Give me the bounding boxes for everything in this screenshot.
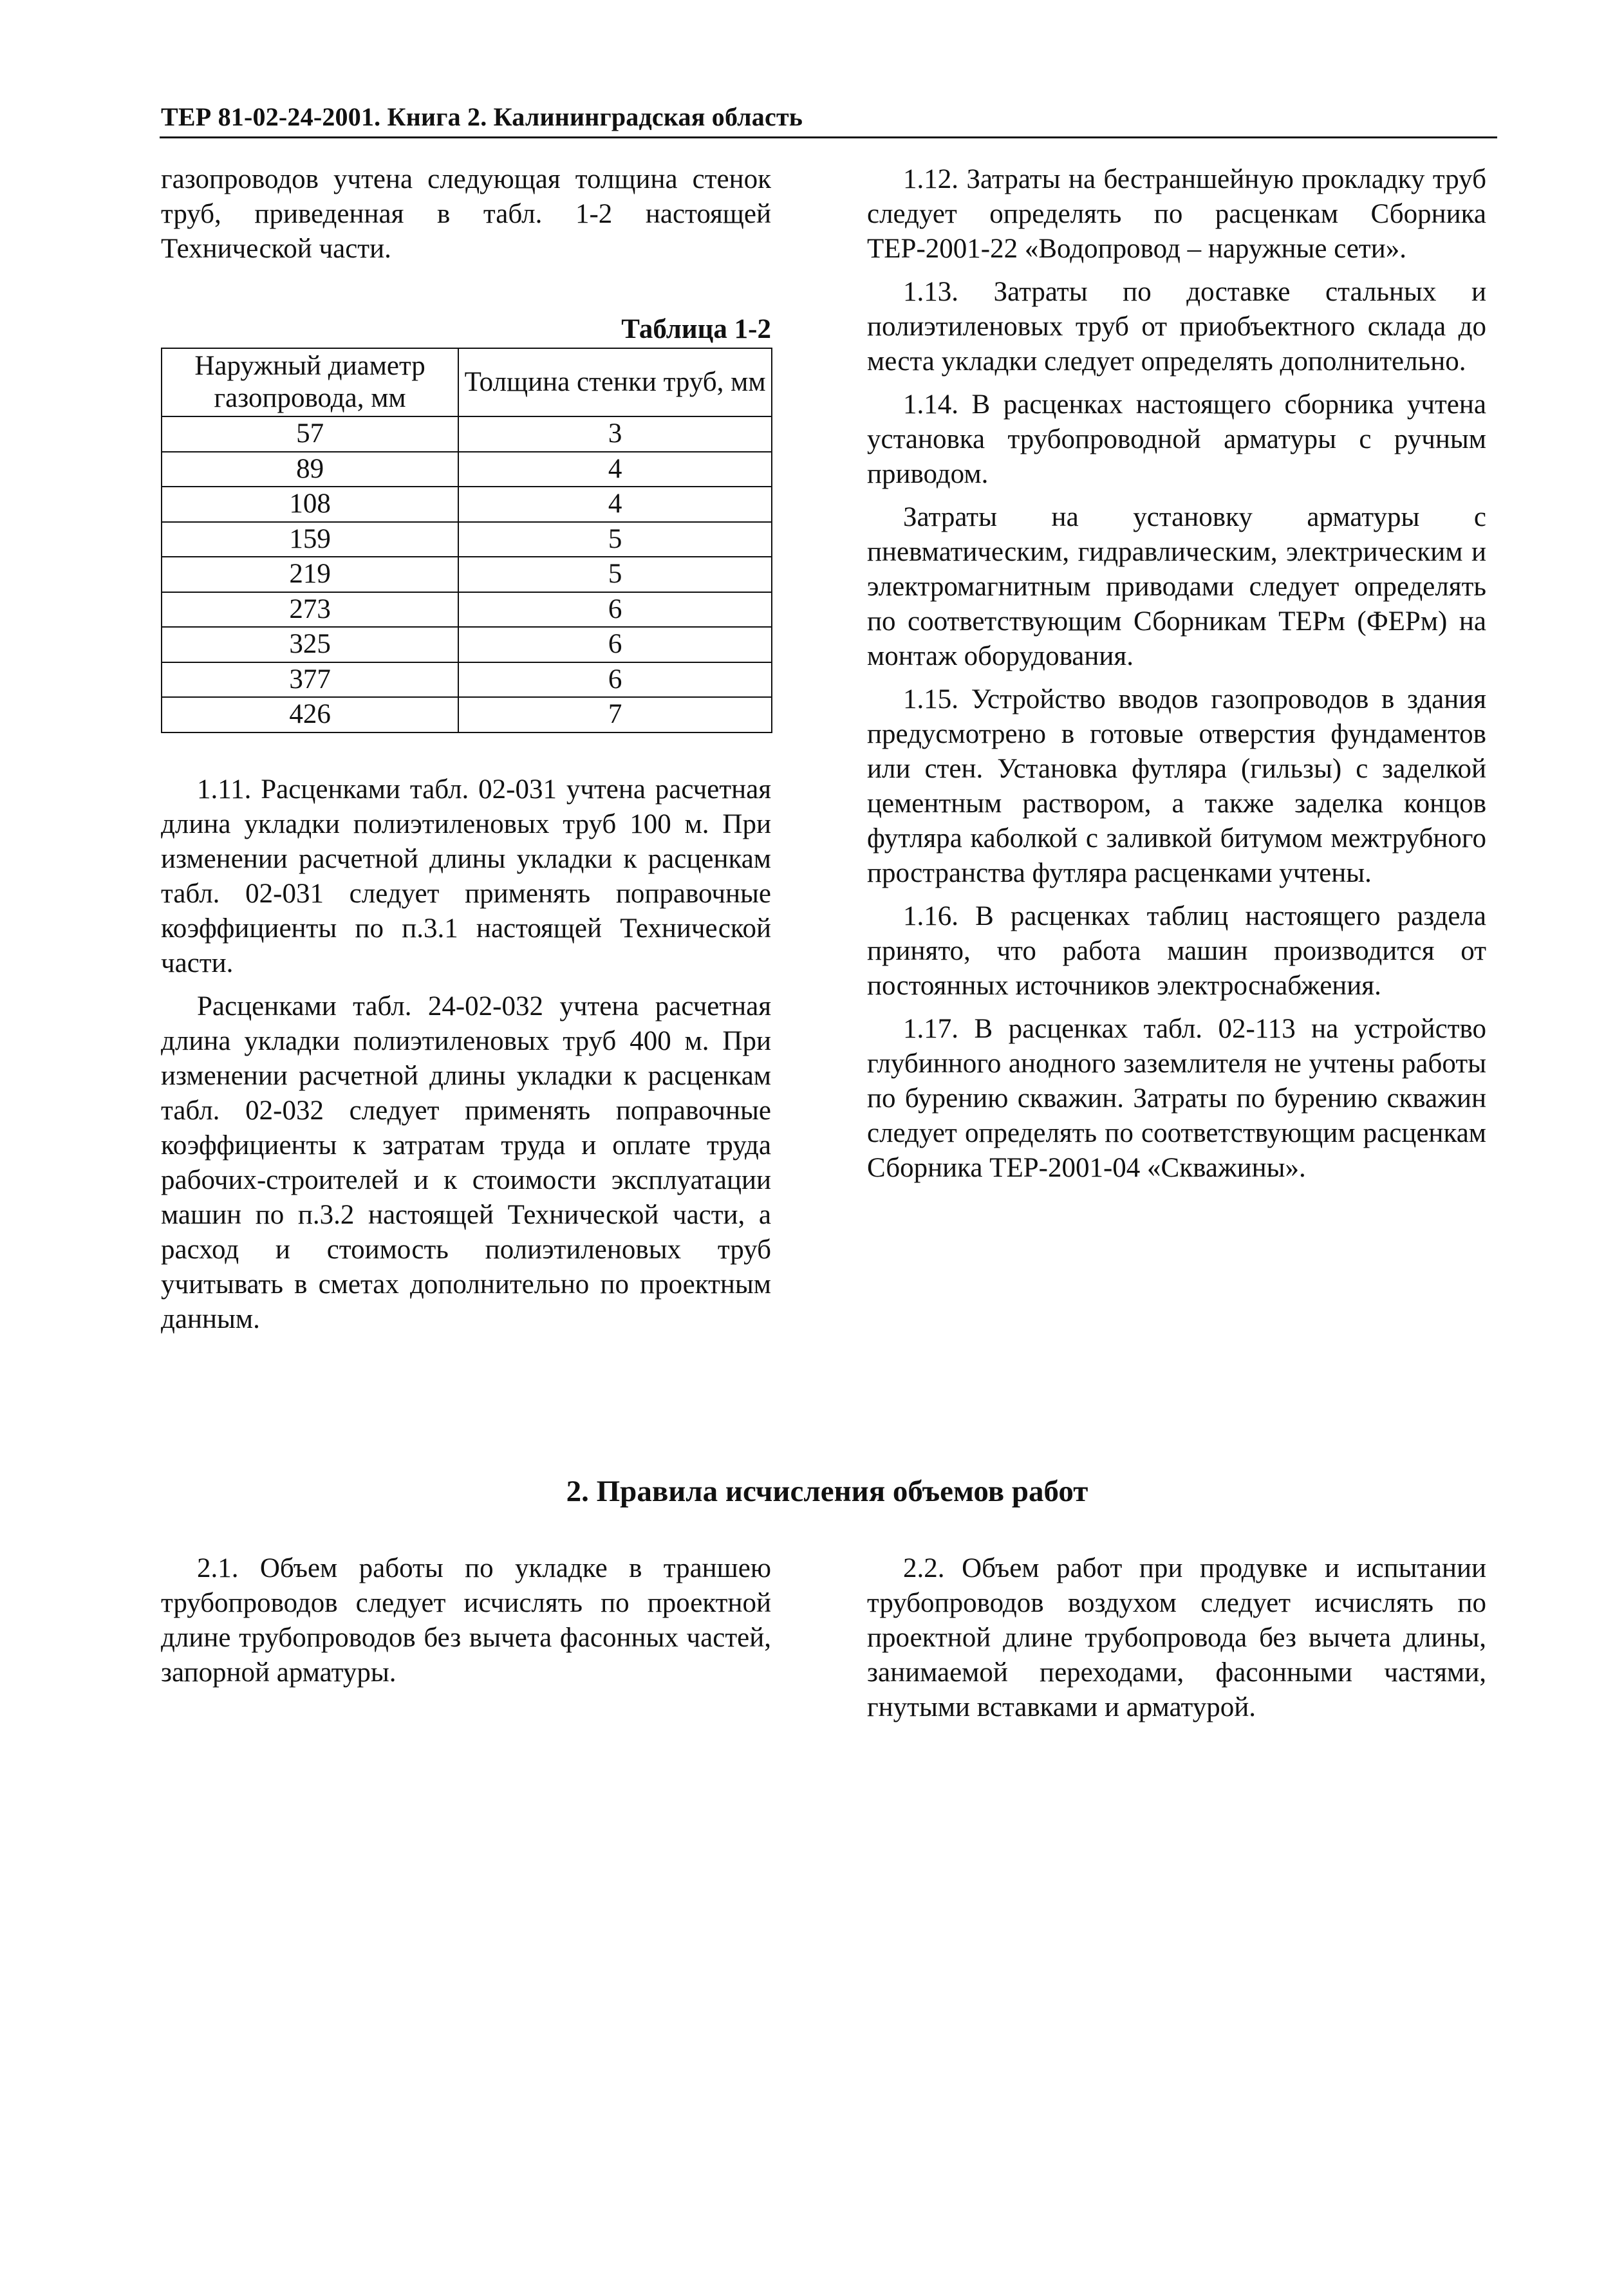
table-row xyxy=(162,452,772,487)
cell-thickness: 6 xyxy=(458,592,772,628)
intro-paragraph: газопроводов учтена следующая толщина стенок труб, приведенная в табл. 1-2 настоящей Технической части. xyxy=(161,164,771,264)
running-header: ТЕР 81-02-24-2001. Книга 2. Калининградская область xyxy=(161,102,803,131)
cell-thickness: 5 xyxy=(458,522,772,557)
paragraph-2-2: 2.2. Объем работ при продувке и испытании трубопроводов воздухом следует исчислять по проектной длине трубопровода без вычета длины, занимаемой переходами, фасонными частями, гнутыми вставками и арматурой. xyxy=(867,1553,1486,1722)
paragraph-2-1: 2.1. Объем работы по укладке в траншею трубопроводов следует исчислять по проектной длине трубопроводов без вычета фасонных частей, запорной арматуры. xyxy=(161,1553,771,1688)
left-intro xyxy=(161,162,771,266)
right-column xyxy=(867,162,1486,1186)
cell-diameter: 89 xyxy=(162,452,458,487)
paragraph-1-11-continued: Расценками табл. 24-02-032 учтена расчетная длина укладки полиэтиленовых труб 400 м. При изменении расчетной длины укладки к расценкам табл. 02-032 следует применять поправочные коэффициенты к затратам труда и оплате труда рабочих-строителей и к стоимости эксплуатации машин по п.3.2 настоящей Технической части, а расход и стоимость полиэтиленовых труб учитывать в сметах дополнительно по проектным данным. xyxy=(161,991,771,1334)
cell-diameter: 377 xyxy=(162,662,458,698)
cell-thickness: 4 xyxy=(458,452,772,487)
cell-thickness: 6 xyxy=(458,662,772,698)
paragraph-1-16: 1.16. В расценках таблиц настоящего раздела принято, что работа машин производится от постоянных источников электроснабжения. xyxy=(867,901,1486,1001)
paragraph-1-15: 1.15. Устройство вводов газопроводов в здания предусмотрено в готовые отверстия фундаментов или стен. Установка футляра (гильзы) с заделкой цементным раствором, а также заделка концов футляра каболкой с заливкой битумом межтрубного пространства футляра расценками учтены. xyxy=(867,684,1486,888)
cell-diameter: 325 xyxy=(162,627,458,662)
cell-diameter: 159 xyxy=(162,522,458,557)
section-2-left xyxy=(161,1551,771,1690)
cell-diameter: 219 xyxy=(162,557,458,592)
cell-diameter: 426 xyxy=(162,697,458,732)
cell-diameter: 273 xyxy=(162,592,458,628)
table-row xyxy=(162,592,772,628)
table-row xyxy=(162,697,772,732)
table-row xyxy=(162,522,772,557)
section-2-heading: 2. Правила исчисления объемов работ xyxy=(566,1475,1088,1508)
table-row xyxy=(162,416,772,452)
cell-diameter: 57 xyxy=(162,416,458,452)
cell-thickness: 7 xyxy=(458,697,772,732)
paragraph-1-12: 1.12. Затраты на бестраншейную прокладку труб следует определять по расценкам Сборника ТЕР-2001-22 «Водопровод – наружные сети». xyxy=(867,164,1486,264)
cell-thickness: 5 xyxy=(458,557,772,592)
header-rule xyxy=(160,136,1497,138)
table-caption: Таблица 1-2 xyxy=(621,314,771,344)
table-row xyxy=(162,662,772,698)
thickness-table xyxy=(161,348,772,733)
cell-thickness: 4 xyxy=(458,487,772,522)
paragraph-1-17: 1.17. В расценках табл. 02-113 на устройство глубинного анодного заземлителя не учтены работы по бурению скважин. Затраты по бурению скважин следует определять по соответствующим расценкам Сборника ТЕР-2001-04 «Скважины». xyxy=(867,1014,1486,1183)
cell-diameter: 108 xyxy=(162,487,458,522)
col-header-diameter: Наружный диаметр газопровода, мм xyxy=(162,348,458,416)
cell-thickness: 3 xyxy=(458,416,772,452)
left-lower xyxy=(161,772,771,1337)
col-header-thickness: Толщина стенки труб, мм xyxy=(458,348,772,416)
cell-thickness: 6 xyxy=(458,627,772,662)
section-2-right xyxy=(867,1551,1486,1725)
paragraph-1-14-continued: Затраты на установку арматуры с пневматическим, гидравлическим, электрическим и электромагнитным приводами следует определять по соответствующим Сборникам ТЕРм (ФЕРм) на монтаж оборудования. xyxy=(867,502,1486,671)
paragraph-1-13: 1.13. Затраты по доставке стальных и полиэтиленовых труб от приобъектного склада до места укладки следует определять дополнительно. xyxy=(867,277,1486,377)
table-row xyxy=(162,487,772,522)
table-row xyxy=(162,557,772,592)
table-row xyxy=(162,627,772,662)
paragraph-1-11: 1.11. Расценками табл. 02-031 учтена расчетная длина укладки полиэтиленовых труб 100 м. При изменении расчетной длины укладки к расценкам табл. 02-031 следует применять поправочные коэффициенты по п.3.1 настоящей Технической части. xyxy=(161,774,771,978)
paragraph-1-14: 1.14. В расценках настоящего сборника учтена установка трубопроводной арматуры с ручным приводом. xyxy=(867,389,1486,489)
table-header-row xyxy=(162,348,772,416)
